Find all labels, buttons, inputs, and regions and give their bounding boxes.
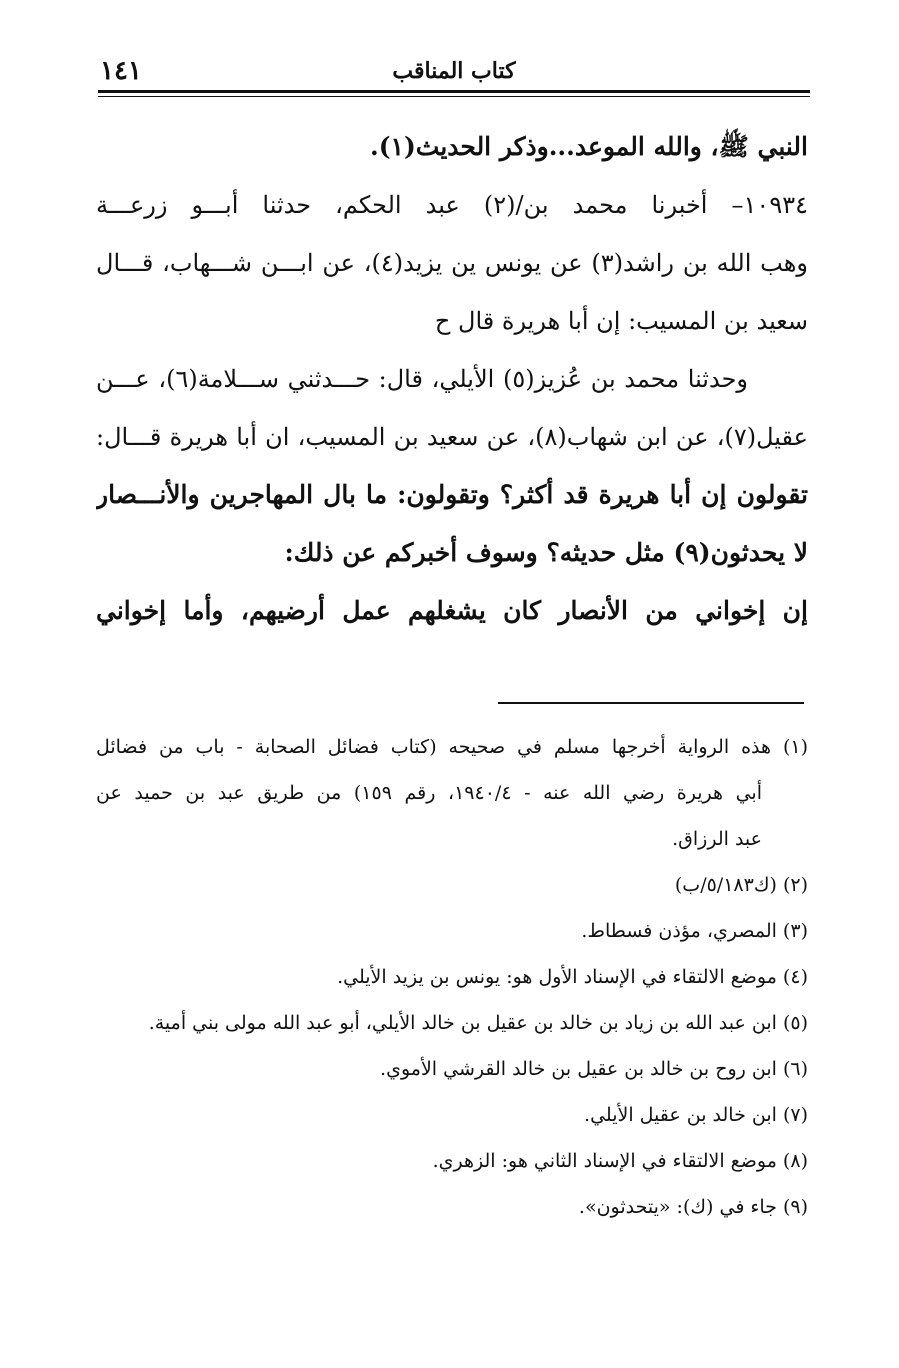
footnote: (١) هذه الرواية أخرجها مسلم في صحيحه (كتاب فضائل الصحابة - باب من فضائل — [96, 736, 808, 758]
quote-line: إن إخواني من الأنصار كان يشغلهم عمل أرضيهم، وأما إخواني — [96, 596, 808, 625]
page-number: ١٤١ — [100, 56, 142, 86]
footnotes — [96, 724, 808, 1230]
footnote: (٦) ابن روح بن خالد بن عقيل بن خالد القرشي الأموي. — [380, 1058, 808, 1080]
quote-line: تقولون إن أبا هريرة قد أكثر؟ وتقولون: ما بال المهاجرين والأنـــصار — [96, 480, 808, 509]
footnote-continuation: عبد الرزاق. — [672, 828, 762, 850]
text-line: عقيل(٧)، عن ابن شهاب(٨)، عن سعيد بن المسيب، ان أبا هريرة قـــال: — [96, 423, 808, 451]
footnote: (٩) جاء في (ك): «يتحدثون». — [578, 1196, 808, 1218]
running-title: كتاب المناقب — [392, 58, 516, 84]
page-header — [98, 56, 810, 93]
text-line: النبي ﷺ، والله الموعد...وذكر الحديث(١). — [369, 132, 808, 161]
hadith-line: ١٠٩٣٤– أخبرنا محمد بن/(٢) عبد الحكم، حدثنا أبـــو زرعـــة — [96, 191, 808, 219]
footnote: (٣) المصري، مؤذن فسطاط. — [581, 920, 808, 942]
text-line: وحدثنا محمد بن عُزيز(٥) الأيلي، قال: حـــدثني ســـلامة(٦)، عـــن — [96, 365, 749, 393]
footnote-continuation: أبي هريرة رضي الله عنه - ١٩٤٠/٤، رقم ١٥٩) من طريق عبد بن حميد عن — [96, 782, 762, 804]
footnote-separator — [498, 702, 804, 704]
text-line: سعيد بن المسيب: إن أبا هريرة قال ح — [434, 307, 808, 335]
footnote: (٥) ابن عبد الله بن زياد بن خالد بن عقيل بن خالد الأيلي، أبو عبد الله مولى بني أمية. — [148, 1012, 808, 1034]
footnote: (٧) ابن خالد بن عقيل الأيلي. — [584, 1104, 808, 1126]
quote-line: لا يحدثون(٩) مثل حديثه؟ وسوف أخبركم عن ذلك: — [284, 538, 808, 567]
text-line: وهب الله بن راشد(٣) عن يونس ين يزيد(٤)، عن ابـــن شـــهاب، قـــال — [96, 249, 808, 277]
footnote: (٤) موضع الالتقاء في الإسناد الأول هو: يونس بن يزيد الأيلي. — [337, 966, 808, 988]
main-text — [96, 118, 808, 640]
footnote: (٨) موضع الالتقاء في الإسناد الثاني هو: الزهري. — [432, 1150, 808, 1172]
footnote: (٢) (ك٥/١٨٣/ب) — [674, 874, 808, 896]
